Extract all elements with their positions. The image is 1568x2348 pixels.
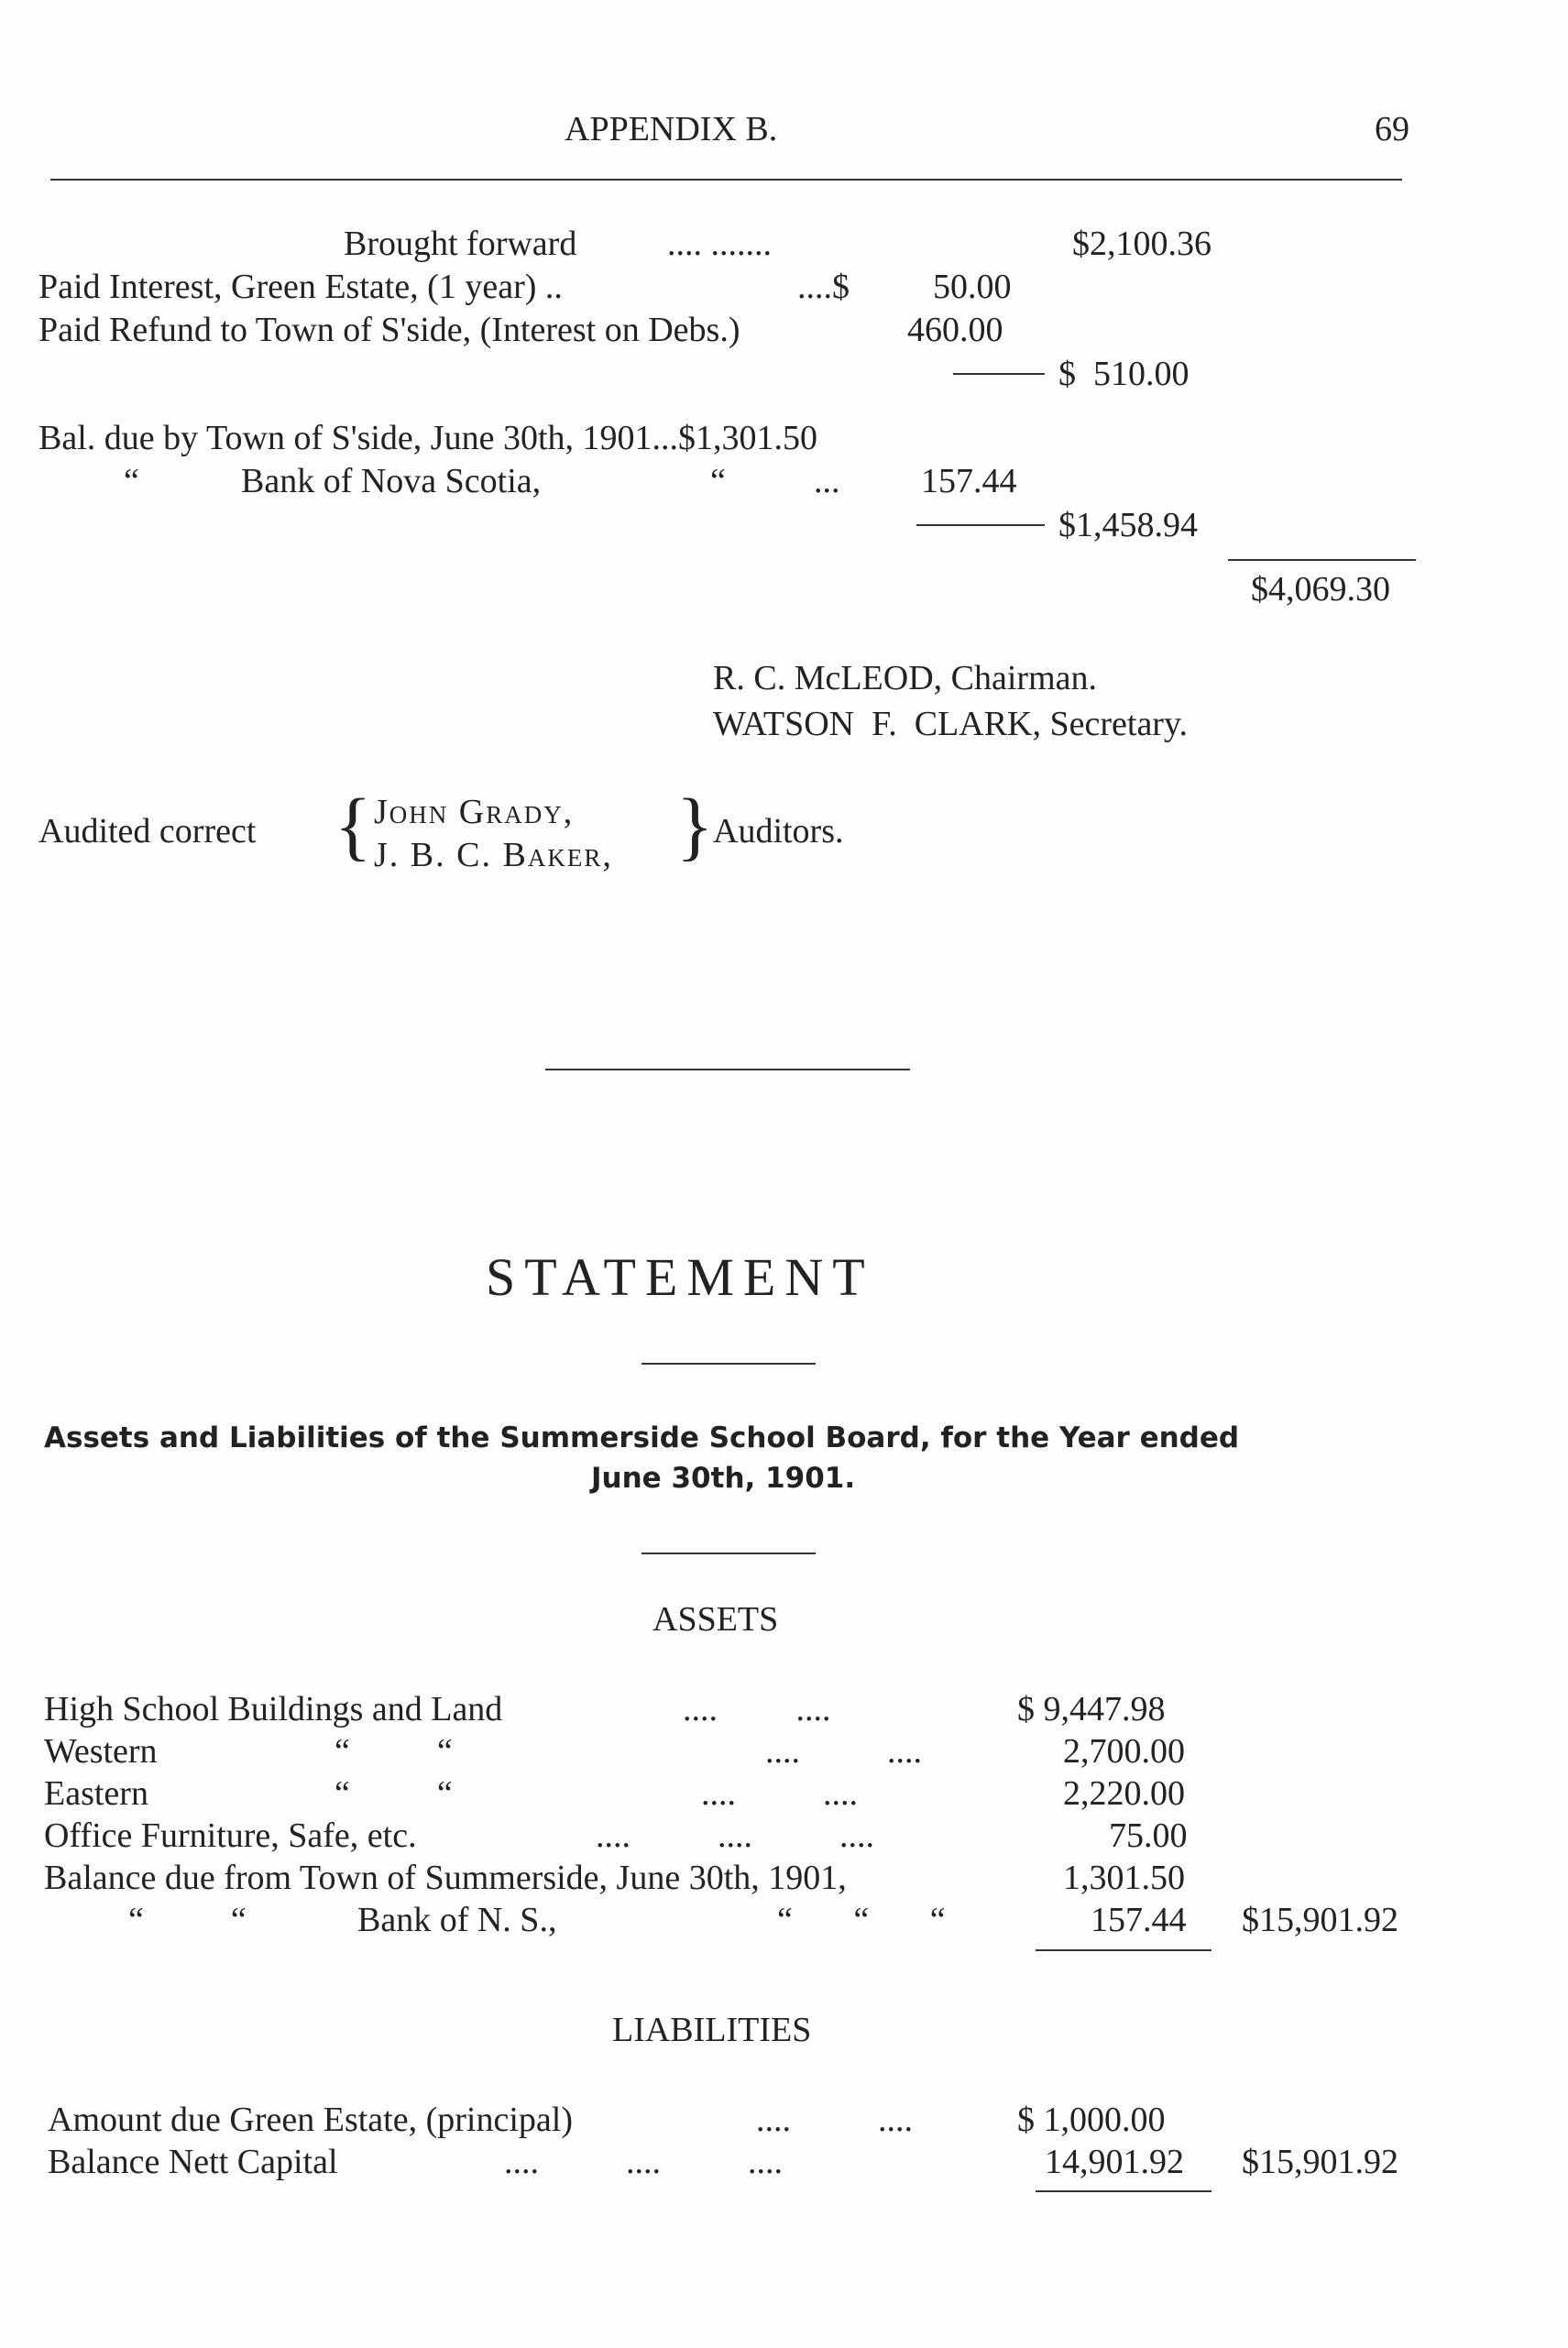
secretary-signature: WATSON F. CLARK, Secretary. — [713, 705, 1188, 743]
liability-row-label: Balance Nett Capital — [48, 2143, 338, 2181]
liability-row-label: Amount due Green Estate, (principal) — [48, 2101, 573, 2139]
asset-row-label: Office Furniture, Safe, etc. — [44, 1816, 417, 1855]
page-number: 69 — [1375, 110, 1409, 148]
auditors-role: Auditors. — [713, 812, 844, 850]
subtotal-2-dash — [916, 524, 1045, 526]
bal-bank-label: Bank of Nova Scotia, — [241, 462, 542, 500]
asset-row-ditto: “ “ — [128, 1901, 247, 1939]
auditor-2: J. B. C. Baker, — [374, 836, 613, 874]
assets-total: $15,901.92 — [1242, 1901, 1398, 1939]
brought-forward-dots: .... ....... — [667, 225, 772, 263]
liability-row-dots: .... .... — [756, 2101, 913, 2139]
account-total: $4,069.30 — [1251, 570, 1390, 609]
statement-title-rule — [641, 1363, 816, 1365]
statement-subtitle-line-2: June 30th, 1901. — [591, 1462, 856, 1495]
header-rule — [50, 179, 1402, 181]
asset-row-label: High School Buildings and Land — [44, 1690, 503, 1728]
asset-row-label: Bank of N. S., — [357, 1901, 557, 1939]
asset-row-amount: 2,700.00 — [1063, 1732, 1185, 1771]
brought-forward-amount: $2,100.36 — [1072, 225, 1212, 263]
assets-sum-rule — [1036, 1949, 1212, 1951]
chairman-signature: R. C. McLEOD, Chairman. — [713, 659, 1098, 697]
assets-heading: ASSETS — [652, 1600, 779, 1639]
liability-row-dots: .... .... .... — [504, 2143, 783, 2181]
auditor-1: John Grady, — [374, 793, 575, 831]
bal-bank-ditto-2: “ — [710, 462, 726, 500]
liability-row-amount: $ 1,000.00 — [1017, 2101, 1166, 2139]
subtotal-1-dash — [953, 373, 1045, 375]
paid-refund-label: Paid Refund to Town of S'side, (Interest on Debs.) — [38, 311, 740, 349]
right-brace: } — [676, 784, 714, 869]
liabilities-total: $15,901.92 — [1242, 2143, 1398, 2181]
page-header-title: APPENDIX B. — [565, 110, 778, 148]
bal-bank-dots: ... — [814, 462, 840, 500]
paid-interest-amount: 50.00 — [933, 268, 1012, 306]
asset-row-amount: 157.44 — [1091, 1901, 1187, 1939]
liabilities-heading: LIABILITIES — [612, 2011, 812, 2049]
asset-row-dots: .... .... — [701, 1774, 858, 1813]
brought-forward-label: Brought forward — [344, 225, 577, 263]
subtotal-2-amount: $1,458.94 — [1058, 506, 1198, 544]
statement-subtitle-line-1: Assets and Liabilities of the Summerside School Board, for the Year ended — [44, 1421, 1240, 1454]
asset-row-dots: .... .... .... — [596, 1816, 874, 1855]
asset-row-dots: .... .... — [683, 1690, 831, 1728]
bal-bank-ditto: “ — [124, 462, 139, 500]
asset-row-ditto-2: “ “ “ — [777, 1901, 946, 1939]
asset-row-label: Western — [44, 1732, 158, 1771]
asset-row-label: Eastern — [44, 1774, 148, 1813]
asset-row-dots: .... .... — [765, 1732, 922, 1771]
asset-row-label: Balance due from Town of Summerside, June 30th, 1901, — [44, 1859, 847, 1897]
asset-row-ditto: “ “ — [334, 1732, 453, 1771]
section-divider — [545, 1069, 910, 1070]
subtitle-rule — [641, 1553, 816, 1554]
audit-label: Audited correct — [38, 812, 257, 850]
bal-bank-amount: 157.44 — [921, 462, 1017, 500]
liability-row-amount: 14,901.92 — [1045, 2143, 1184, 2181]
paid-interest-dots: ....$ — [797, 268, 850, 306]
total-rule — [1228, 559, 1416, 561]
bal-town-label: Bal. due by Town of S'side, June 30th, 1901...$1,301.50 — [38, 419, 818, 457]
asset-row-amount: $ 9,447.98 — [1017, 1690, 1166, 1728]
asset-row-ditto: “ “ — [334, 1774, 453, 1813]
asset-row-amount: 1,301.50 — [1063, 1859, 1185, 1897]
asset-row-amount: 75.00 — [1109, 1816, 1188, 1855]
statement-title: STATEMENT — [486, 1247, 874, 1307]
left-brace: { — [334, 784, 372, 869]
subtotal-1-amount: $ 510.00 — [1058, 355, 1190, 393]
liabilities-sum-rule — [1036, 2190, 1212, 2192]
paid-interest-label: Paid Interest, Green Estate, (1 year) .. — [38, 268, 563, 306]
paid-refund-amount: 460.00 — [907, 311, 1003, 349]
asset-row-amount: 2,220.00 — [1063, 1774, 1185, 1813]
